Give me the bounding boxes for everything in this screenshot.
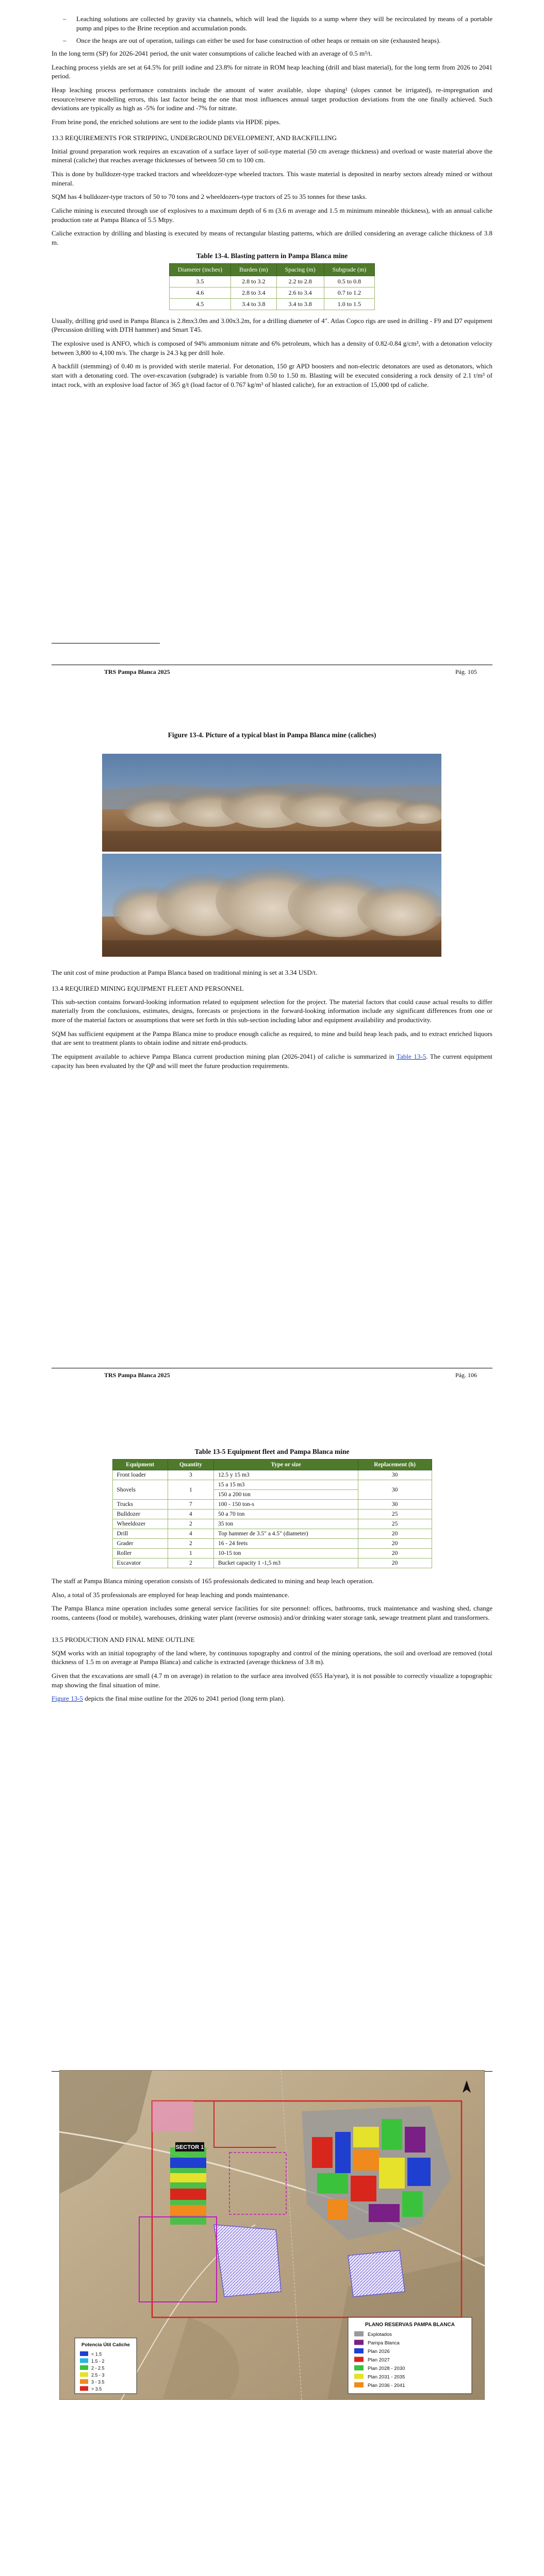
figure-13-5-link[interactable]: Figure 13-5: [52, 1694, 84, 1703]
paragraph: The explosive used is ANFO, which is composed of 94% ammonium nitrate and 6% petroleum, which has a density of 0.82-0.84 g/cm³, with a detonation velocity between 3,800 to 4,100 m/s. The charge is 24.3 kg per drill hole.: [52, 340, 492, 357]
column-header: Quantity: [168, 1460, 213, 1470]
table-row: [112, 1470, 432, 1480]
sector-1-block: [170, 2142, 206, 2225]
paragraph: SQM has sufficient equipment at the Pampa Blanca mine to produce enough caliche as required, to mine and build heap leach pads, and to extract enriched liquors that are sent to treatment plants to obtain iodine and nitrate end-products.: [52, 1029, 492, 1047]
paragraph: SQM has 4 bulldozer-type tractors of 50 to 70 tons and 2 wheeldozers-type tractors of 25 to 35 tonnes for these tasks.: [52, 193, 367, 201]
table-cell: 3: [168, 1470, 213, 1480]
table-cell: 30: [358, 1480, 432, 1500]
paragraph: [52, 1694, 492, 1703]
legend-label: Plan 2027: [368, 2357, 390, 2363]
table-cell: 4.6: [169, 287, 230, 298]
legend-swatch: [80, 2351, 88, 2356]
table-cell: Drill: [112, 1529, 168, 1539]
legend-swatch: [354, 2357, 364, 2362]
reserves-legend: [348, 2317, 472, 2394]
table-cell: 2: [168, 1519, 213, 1529]
blast-photo-top-image: [102, 754, 441, 852]
table-cell: 20: [358, 1529, 432, 1539]
table-cell: 20: [358, 1549, 432, 1558]
page-number: Pág. 105: [455, 668, 477, 675]
page-106-header: [52, 731, 492, 739]
table-row: [169, 276, 375, 287]
column-header: Replacement (h): [358, 1460, 432, 1470]
table-row: [112, 1549, 432, 1558]
table-cell: Shovels: [112, 1480, 168, 1500]
legend-swatch: [354, 2382, 364, 2387]
table-cell: 150 a 200 ton: [214, 1490, 358, 1500]
blast-photo-bottom-image: [102, 854, 441, 957]
table-cell: Excavator: [112, 1558, 168, 1568]
paragraph: SQM works with an initial topography of the land where, by continuous topography and control of the mining operations, the soil and overload are removed (total thickness of 1.5 m on average at Pampa Blanca) and caliche is extracted (average thickness of 3.8 m).: [52, 1649, 492, 1666]
legend-swatch: [354, 2348, 364, 2353]
paragraph: Caliche extraction by drilling and blasting is executed by means of rectangular blasting patterns, which are drilled considering an average caliche thickness of 3.8 m.: [52, 229, 492, 247]
paragraph: Also, a total of 35 professionals are employed for heap leaching and ponds maintenance.: [52, 1590, 289, 1599]
legend-swatch: [80, 2365, 88, 2370]
bullet-dash: –: [63, 15, 67, 23]
table-cell: Bulldozer: [112, 1510, 168, 1519]
table-caption: Table 13-4. Blasting pattern in Pampa Blanca mine: [196, 251, 348, 260]
table-cell: 25: [358, 1510, 432, 1519]
paragraph: A backfill (stemming) of 0.40 m is provided with sterile material. For detonation, 150 gr APD boosters and non-electric detonators are used as detonators, which start with a detonating cord. The over-excavation (subgrade) is variable from 0.50 to 1.50 m. Blasting will be executed considering a rock density of 2.1 t/m³ of intact rock, with an explosive load factor of 365 g/t (load factor of 0.767 kg/m³ of blasted caliche), for an extraction of 15,000 tpd of caliche.: [52, 362, 492, 388]
table-cell: 20: [358, 1558, 432, 1568]
table-cell: 3.5: [169, 276, 230, 287]
blast-photo-top: [102, 754, 441, 852]
paragraph: In the long term (SP) for 2026-2041 period, the unit water consumptions of caliche leached with an average of 0.5 m³/t.: [52, 49, 372, 58]
legend-label: 2.5 - 3: [91, 2372, 105, 2378]
table-cell: 15 a 15 m3: [214, 1480, 358, 1490]
table-cell: Front loader: [112, 1470, 168, 1480]
legend-label: Plan 2028 - 2030: [368, 2366, 405, 2371]
table-cell: 50 a 70 ton: [214, 1510, 358, 1519]
table-cell: 2.8 to 3.2: [230, 276, 276, 287]
table-cell: 2: [168, 1539, 213, 1549]
paragraph: Usually, drilling grid used in Pampa Blanca is 2.8mx3.0m and 3.00x3.2m, for a drilling diameter of 4". Atlas Copco rigs are used in drilling - F9 and D7 equipment (Percussion drilling with DTH hammer) and Smart T45.: [52, 316, 492, 334]
legend-swatch: [80, 2386, 88, 2391]
table-cell: 2.2 to 2.8: [276, 276, 324, 287]
table-cell: 20: [358, 1539, 432, 1549]
column-header: Burden (m): [230, 263, 276, 276]
table-row: [112, 1510, 432, 1519]
legend-label: Plan 2026: [368, 2349, 390, 2354]
table-row: [112, 1519, 432, 1529]
paragraph: Leaching process yields are set at 64.5% for prill iodine and 23.8% for nitrate in ROM heap leaching (drill and blast material), for the long term from 2026 to 2041 period.: [52, 63, 492, 80]
table-caption: Table 13-5 Equipment fleet and Pampa Blanca mine: [194, 1448, 350, 1455]
table-cell: Roller: [112, 1549, 168, 1558]
legend-label: 3 - 3.5: [91, 2379, 105, 2385]
legend-label: 2 - 2.5: [91, 2365, 105, 2371]
paragraph: Given that the excavations are small (4.7 m on average) in relation to the surface area involved (655 Ha/year), it is not possible to correctly visualize a topographic map showing the final situation of mine.: [52, 1672, 492, 1689]
paragraph-text: The equipment available to achieve Pampa Blanca current production mining plan (2026-2041) of caliche is summarized in: [52, 1053, 397, 1061]
paragraph: Heap leaching process performance constraints include the amount of water available, slope shaping¹ (slopes cannot be irrigated), re-impregnation and resource/reserve modelling errors, this last factor being the one that most influences annual target production deviations from the one finally achieved. Such deviations are typically as high as -5% for iodine and -7% for nitrate.: [52, 86, 492, 112]
table-row: [112, 1500, 432, 1510]
bullet-item: [52, 14, 492, 32]
table-cell: 35 ton: [214, 1519, 358, 1529]
table-cell: Wheeldozer: [112, 1519, 168, 1529]
legend-label: Plan 2036 - 2041: [368, 2383, 405, 2388]
equipment-fleet-table: [112, 1459, 432, 1568]
table-cell: 3.4 to 3.8: [276, 298, 324, 310]
column-header: Diameter (inches): [169, 263, 230, 276]
page-107: [0, 1406, 544, 2110]
legend-label: > 3.5: [91, 2386, 102, 2392]
table-row: [112, 1529, 432, 1539]
legend-swatch: [80, 2372, 88, 2377]
table-cell: 12.5 y 15 m3: [214, 1470, 358, 1480]
reserves-legend-title: PLANO RESERVAS PAMPA BLANCA: [365, 2322, 455, 2328]
table-cell: 16 - 24 feets: [214, 1539, 358, 1549]
legend-swatch: [354, 2374, 364, 2379]
legend-swatch: [80, 2379, 88, 2384]
table-row: [169, 298, 375, 310]
table-cell: 0.7 to 1.2: [324, 287, 375, 298]
page-106-body: [52, 968, 492, 1075]
table-cell: Bucket capacity 1 -1,5 m3: [214, 1558, 358, 1568]
legend-label: Explotados: [368, 2332, 392, 2337]
paragraph: The unit cost of mine production at Pampa Blanca based on traditional mining is set at 3.34 USD/t.: [52, 969, 318, 976]
table-header-row: [169, 263, 375, 276]
table-cell: 0.5 to 0.8: [324, 276, 375, 287]
bullet-dash: –: [63, 37, 67, 45]
bullet-text: Once the heaps are out of operation, tailings can either be used for base construction of other heaps or remain on site (exhausted heaps).: [76, 37, 441, 45]
table-row: [112, 1480, 432, 1490]
table-cell: 30: [358, 1500, 432, 1510]
footer-title: TRS Pampa Blanca 2025: [104, 668, 170, 675]
bullet-item: [52, 36, 492, 45]
table-cell: Top hammer de 3.5" a 4.5" (diameter): [214, 1529, 358, 1539]
column-header: Subgrade (m): [324, 263, 375, 276]
legend-label: 1.5 - 2: [91, 2359, 105, 2364]
paragraph: The Pampa Blanca mine operation includes some general service facilities for site personnel: offices, bathrooms, truck maintenance and washing shed, change rooms, canteens (food or mobile), warehouses, drinking water plant (reverse osmosis) and/or drinking water storage tank, sewage treatment plant and transformers.: [52, 1604, 492, 1622]
table-13-5-link[interactable]: Table 13-5: [397, 1053, 426, 1061]
figure-caption: Figure 13-4. Picture of a typical blast in Pampa Blanca mine (caliches): [168, 731, 376, 739]
paragraph: This sub-section contains forward-looking information related to equipment selection for the project. The material factors that could cause actual results to differ materially from the conclusions, estimates, designs, forecasts or projections in the forward-looking information include any significant differences from one or more of the material factors or assumptions that were set forth in this sub-section including labor and equipment availability and productivity.: [52, 997, 492, 1024]
paragraph: This is done by bulldozer-type tracked tractors and wheeldozer-type wheeled tractors. This waste material is deposited in nearby sectors already mined or without mineral.: [52, 170, 492, 187]
footer-title: TRS Pampa Blanca 2025: [104, 1371, 170, 1379]
table-cell: 10-15 ton: [214, 1549, 358, 1558]
column-header: Spacing (m): [276, 263, 324, 276]
bullet-text: Leaching solutions are collected by gravity via channels, which will lead the liquids to a sump where they will be recirculated by means of a portable pump and pipes to the Brine reception and accumulation ponds.: [76, 15, 492, 32]
mining-plan-map: [59, 2070, 485, 2400]
paragraph: Initial ground preparation work requires an excavation of a surface layer of soil-type material (50 cm average thickness) and overload or waste material above the mineral (caliche) that reaches average thicknesses of between 50 cm to 100 cm.: [52, 147, 492, 164]
table-cell: 7: [168, 1500, 213, 1510]
table-cell: 4: [168, 1529, 213, 1539]
table-cell: 25: [358, 1519, 432, 1529]
page-105-body: [52, 14, 492, 394]
section-heading: 13.4 REQUIRED MINING EQUIPMENT FLEET AND PERSONNEL: [52, 984, 244, 992]
table-cell: Trucks: [112, 1500, 168, 1510]
page-footer: [52, 1368, 492, 1379]
table-cell: 2: [168, 1558, 213, 1568]
legend-swatch: [354, 2365, 364, 2370]
legend-swatch: [354, 2331, 364, 2336]
page-106: [0, 703, 544, 1406]
legend-swatch: [80, 2359, 88, 2363]
table-cell: 2.8 to 3.4: [230, 287, 276, 298]
table-cell: 1.0 to 1.5: [324, 298, 375, 310]
legend-label: Pampa Blanca: [368, 2340, 400, 2346]
legend-label: < 1.5: [91, 2351, 102, 2357]
table-cell: 1: [168, 1549, 213, 1558]
mining-plan-map-image: [59, 2070, 485, 2400]
table-cell: 4.5: [169, 298, 230, 310]
table-header-row: [112, 1460, 432, 1470]
paragraph: The staff at Pampa Blanca mining operation consists of 165 professionals dedicated to mining and heap leach operation.: [52, 1577, 374, 1585]
table-cell: 3.4 to 3.8: [230, 298, 276, 310]
page-107-body: [52, 1448, 492, 1708]
paragraph: From brine pond, the enriched solutions are sent to the iodide plants via HPDE pipes.: [52, 118, 281, 126]
blast-photo-bottom: [102, 854, 441, 957]
paragraph-text: . The current equipment capacity has been evaluated by the QP and will meet the future production requirements.: [52, 1053, 493, 1070]
table-cell: 30: [358, 1470, 432, 1480]
paragraph-text: depicts the final mine outline for the 2026 to 2041 period (long term plan).: [83, 1694, 285, 1703]
table-row: [169, 287, 375, 298]
table-row: [112, 1539, 432, 1549]
legend-label: Plan 2031 - 2035: [368, 2374, 405, 2380]
page-number: Pág. 106: [455, 1371, 477, 1379]
sector-1-label: SECTOR 1: [175, 2144, 204, 2150]
table-cell: 2.6 to 3.4: [276, 287, 324, 298]
table-row: [112, 1558, 432, 1568]
section-heading: 13.3 REQUIREMENTS FOR STRIPPING, UNDERGROUND DEVELOPMENT, AND BACKFILLING: [52, 133, 337, 142]
thickness-legend: [75, 2338, 137, 2394]
paragraph: [52, 1052, 492, 1070]
thickness-legend-title: Potencia Útil Caliche: [81, 2342, 130, 2348]
table-cell: 100 - 150 ton-s: [214, 1500, 358, 1510]
column-header: Equipment: [112, 1460, 168, 1470]
page-footer: [52, 665, 492, 676]
table-cell: 4: [168, 1510, 213, 1519]
paragraph: Caliche mining is executed through use of explosives to a maximum depth of 6 m (3.6 m average and 1.5 m minimum mineable thickness), with an annual caliche production rate at Pampa Blanca of 5.5 Mtpy.: [52, 207, 492, 224]
legend-swatch: [354, 2340, 364, 2345]
table-cell: Grader: [112, 1539, 168, 1549]
blasting-pattern-table: [169, 263, 375, 310]
column-header: Type or size: [214, 1460, 358, 1470]
page-105: [0, 0, 544, 703]
table-cell: 1: [168, 1480, 213, 1500]
section-heading: 13.5 PRODUCTION AND FINAL MINE OUTLINE: [52, 1635, 195, 1643]
